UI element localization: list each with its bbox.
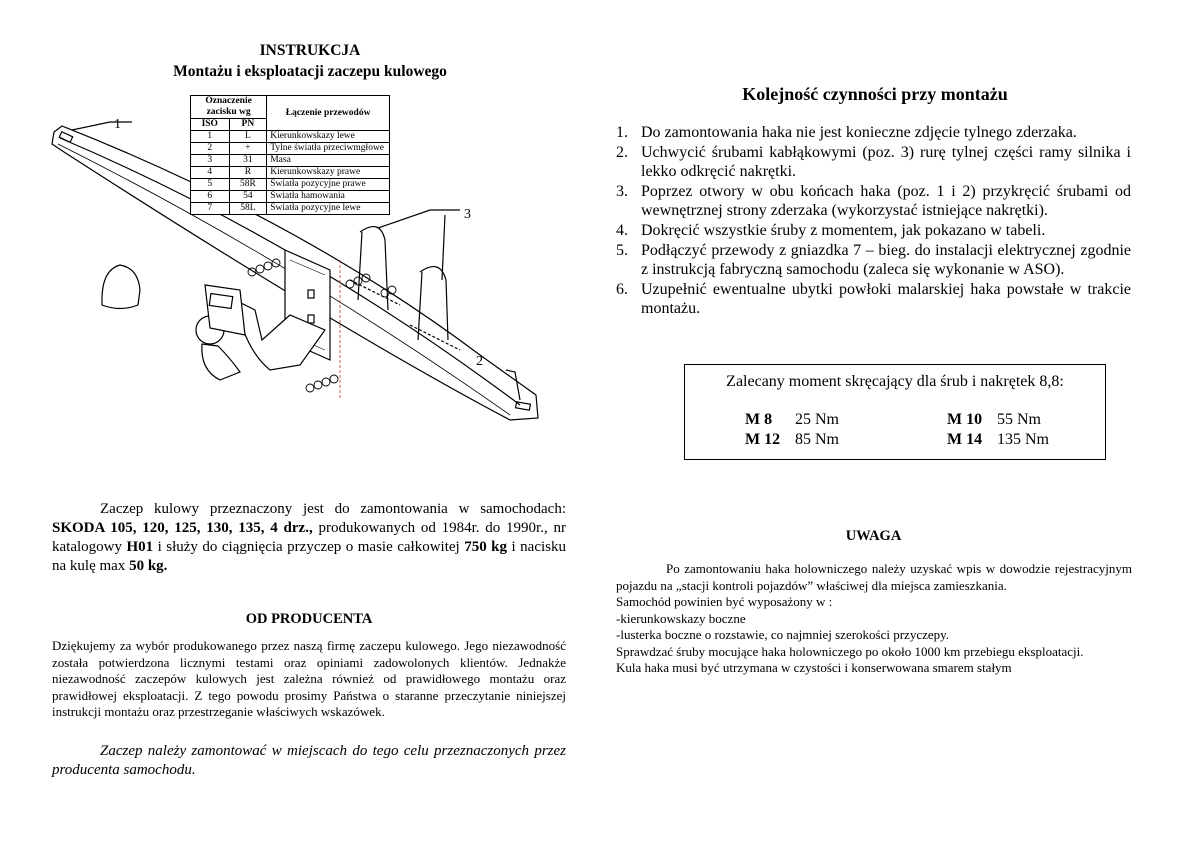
iso-cell: 4 — [191, 167, 230, 179]
list-item — [616, 241, 1131, 280]
table-header-connection: Łączenie przewodów — [267, 96, 390, 131]
torque-table-box — [684, 364, 1106, 460]
iso-cell: 5 — [191, 179, 230, 191]
desc-cell: Tylne światła przeciwmgłowe — [267, 143, 390, 155]
diagram-label-1: 1 — [114, 117, 121, 132]
document-title: INSTRUKCJA — [259, 42, 361, 59]
iso-cell: 1 — [191, 131, 230, 143]
intro-paragraph — [52, 500, 566, 576]
list-item — [616, 123, 1131, 143]
warning-block — [616, 561, 1132, 677]
table-header-designation: Oznaczenie zacisku wg — [191, 96, 267, 119]
torque-m14 — [947, 431, 1049, 449]
warning-line: Kula haka musi być utrzymana w czystości i konserwowana smarem stałym — [616, 660, 1012, 675]
warning-line: Sprawdzać śruby mocujące haka holowniczego po około 1000 km przebiegu eksploatacji. — [616, 643, 1084, 659]
intro-models: SKODA 105, 120, 125, 130, 135, 4 drz., — [52, 520, 313, 536]
torque-heading: Zalecany moment skręcający dla śrub i nakrętek 8,8: — [726, 373, 1064, 390]
torque-m10-label: M 10 — [947, 411, 983, 428]
torque-m14-value: 135 Nm — [997, 431, 1049, 448]
steps-title: Kolejność czynności przy montażu — [742, 84, 1008, 104]
torque-m10 — [947, 411, 1041, 429]
intro-load: 50 kg. — [129, 558, 168, 574]
producer-text: Dziękujemy za wybór produkowanego przez naszą firmę zaczepu kulowego. Jego niezawodność została potwierdzona licznymi testami oraz opiniami zadowolonych klientów. Jednakże niezawodność zaczepów kulowych jest zależna również od prawidłowego montażu oraz prawidłowej eksploatacji. Z tego powodu prosimy Państwa o staranne przeczytanie niniejszej instrukcji montażu oraz przestrzeganie właściwych wskazówek. — [52, 638, 566, 719]
steps-list — [616, 123, 1131, 319]
torque-m12 — [745, 431, 839, 449]
producer-title: OD PRODUCENTA — [245, 611, 373, 627]
desc-cell: Światła pozycyjne prawe — [267, 179, 390, 191]
warning-line: Samochód powinien być wyposażony w : — [616, 594, 833, 609]
intro-text-4: i nacisku na kulę max — [52, 539, 566, 574]
table-row — [191, 179, 390, 191]
step-text: Dokręcić wszystkie śruby z momentem, jak pokazano w tabeli. — [641, 221, 1046, 239]
step-text: Uzupełnić ewentualne ubytki powłoki malarskiej haka powstałe w trakcie montażu. — [641, 280, 1131, 318]
table-header-pn: PN — [229, 119, 267, 131]
step-text: Uchwycić śrubami kabłąkowymi (poz. 3) rurę tylnej części ramy silnika i lekko odkręcić nakrętki. — [641, 143, 1131, 181]
intro-mass: 750 kg — [464, 539, 508, 555]
step-text: Podłączyć przewody z gniazdka 7 – bieg. do instalacji elektrycznej zgodnie z instrukcją fabryczną samochodu (zaleca się wykonanie w ASO). — [641, 241, 1131, 279]
torque-m8 — [745, 411, 839, 429]
table-row — [191, 155, 390, 167]
warning-line: -lusterka boczne o rozstawie, co najmniej szerokości przyczepy. — [616, 627, 950, 642]
iso-cell: 3 — [191, 155, 230, 167]
pn-cell: 58L — [229, 203, 267, 215]
torque-m10-value: 55 Nm — [997, 411, 1041, 428]
pn-cell: + — [229, 143, 267, 155]
torque-m14-label: M 14 — [947, 431, 983, 448]
desc-cell: Światła pozycyjne lewe — [267, 203, 390, 215]
pn-cell: L — [229, 131, 267, 143]
intro-text-3: i służy do ciągnięcia przyczep o masie całkowitej — [153, 539, 465, 555]
iso-cell: 2 — [191, 143, 230, 155]
step-number: 5. — [616, 241, 628, 259]
desc-cell: Światła hamowania — [267, 191, 390, 203]
step-number: 4. — [616, 221, 628, 239]
pn-cell: R — [229, 167, 267, 179]
table-row — [191, 167, 390, 179]
table-row — [191, 203, 390, 215]
pn-cell: 58R — [229, 179, 267, 191]
table-row — [191, 143, 390, 155]
torque-m12-value: 85 Nm — [795, 431, 839, 448]
diagram-label-2: 2 — [476, 354, 483, 369]
iso-cell: 7 — [191, 203, 230, 215]
intro-catalog: H01 — [126, 539, 154, 555]
step-number: 2. — [616, 143, 628, 161]
pn-cell: 54 — [229, 191, 267, 203]
step-text: Do zamontowania haka nie jest konieczne zdjęcie tylnego zderzaka. — [641, 124, 1077, 141]
table-row — [191, 131, 390, 143]
warning-line: -kierunkowskazy boczne — [616, 610, 746, 626]
pn-cell: 31 — [229, 155, 267, 167]
step-number: 3. — [616, 182, 628, 200]
wire-connection-table — [190, 95, 390, 215]
intro-text-1: Zaczep kulowy przeznaczony jest do zamontowania w samochodach: — [100, 501, 566, 517]
warning-title: UWAGA — [845, 528, 902, 544]
iso-cell: 6 — [191, 191, 230, 203]
torque-m8-value: 25 Nm — [795, 411, 839, 428]
torque-m12-label: M 12 — [745, 431, 781, 448]
desc-cell: Kierunkowskazy lewe — [267, 131, 390, 143]
warning-paragraph: Po zamontowaniu haka holowniczego należy uzyskać wpis w dowodzie rejestracyjnym pojazdu na „stacji kontroli pojazdów” właściwej dla miejsca zamieszkania. — [616, 561, 1132, 593]
desc-cell: Kierunkowskazy prawe — [267, 167, 390, 179]
producer-note: Zaczep należy zamontować w miejscach do tego celu przeznaczonych przez producenta samochodu. — [52, 743, 566, 778]
desc-cell: Masa — [267, 155, 390, 167]
list-item — [616, 182, 1131, 221]
list-item — [616, 221, 1131, 241]
table-row — [191, 191, 390, 203]
list-item — [616, 143, 1131, 182]
torque-m8-label: M 8 — [745, 411, 773, 428]
list-item — [616, 280, 1131, 319]
diagram-label-3: 3 — [464, 207, 471, 222]
step-number: 6. — [616, 280, 628, 298]
table-header-iso: ISO — [191, 119, 230, 131]
document-subtitle: Montażu i eksploatacji zaczepu kulowego — [173, 63, 447, 80]
step-text: Poprzez otwory w obu końcach haka (poz. 1 i 2) przykręcić śrubami od wewnętrznej strony zderzaka (wykorzystać istniejące nakrętki). — [641, 182, 1131, 220]
intro-text-2: produkowanych od 1984r. do 1990r., nr katalogowy — [52, 520, 566, 555]
step-number: 1. — [616, 124, 628, 141]
